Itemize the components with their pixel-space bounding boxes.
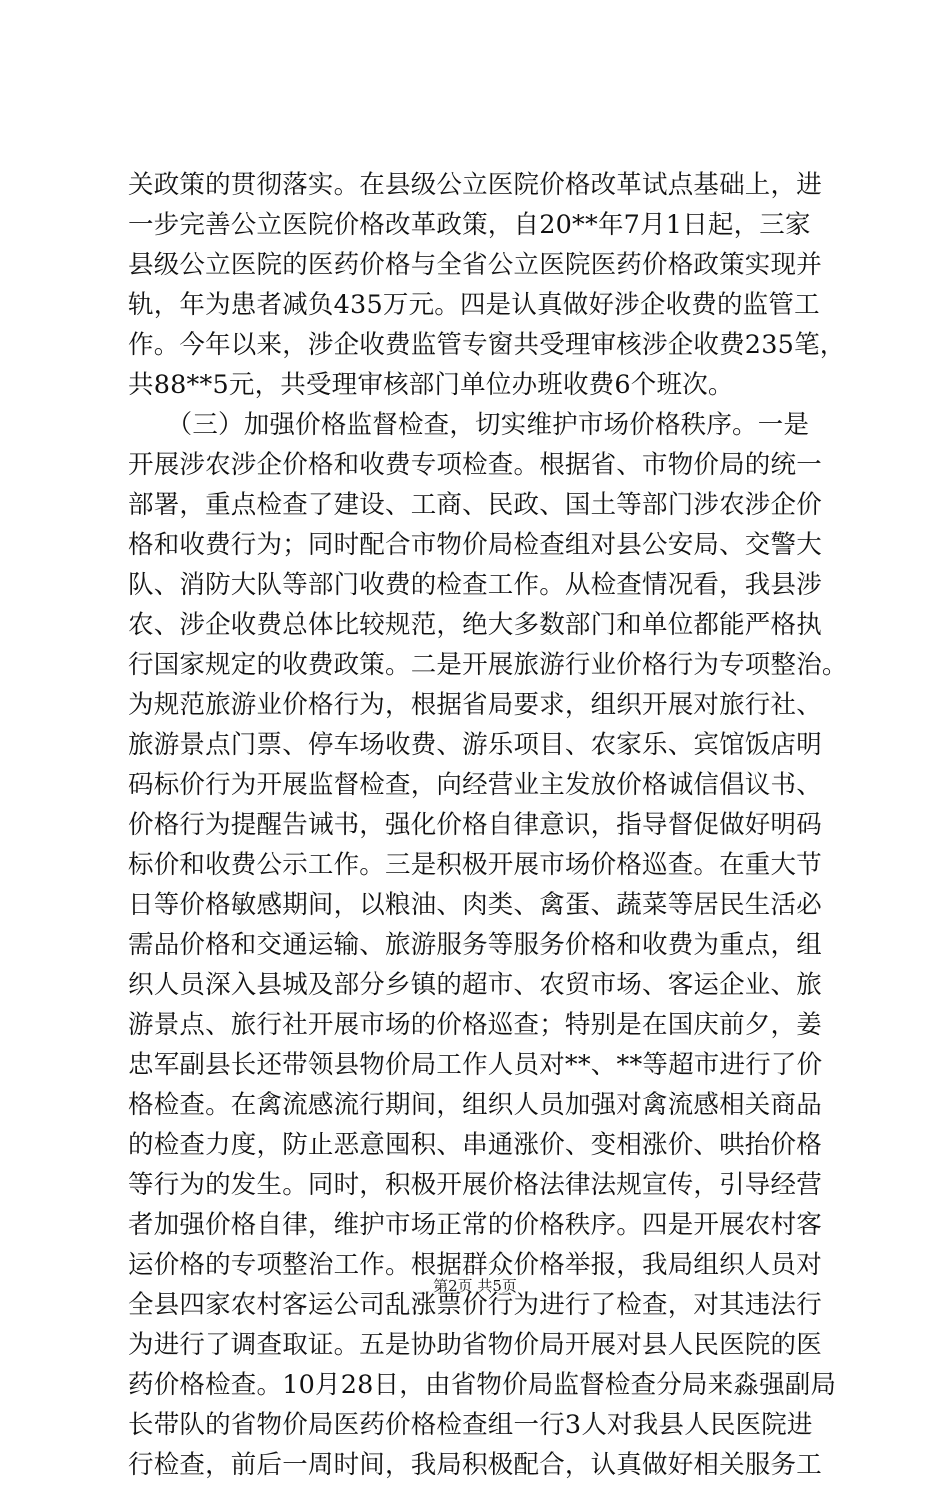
text-line-28: 运价格的专项整治工作。根据群众价格举报，我局组织人员对 (128, 1250, 822, 1280)
page-footer (0, 1276, 950, 1296)
text-line-16: 码标价行为开展监督检查，向经营业主发放价格诚信倡议书、 (128, 770, 822, 800)
text-line-24: 格检查。在禽流感流行期间，组织人员加强对禽流感相关商品 (128, 1090, 822, 1120)
text-line-9: 部署，重点检查了建设、工商、民政、国土等部门涉农涉企价 (128, 490, 822, 520)
text-line-31: 药价格检查。10月28日，由省物价局监督检查分局来淼强副局 (128, 1370, 837, 1400)
text-line-8: 开展涉农涉企价格和收费专项检查。根据省、市物价局的统一 (128, 450, 822, 480)
text-line-20: 需品价格和交通运输、旅游服务等服务价格和收费为重点，组 (128, 930, 822, 960)
text-line-25: 的检查力度，防止恶意囤积、串通涨价、变相涨价、哄抬价格 (128, 1130, 822, 1160)
text-line-13: 行国家规定的收费政策。二是开展旅游行业价格行为专项整治。 (128, 650, 848, 680)
text-line-10: 格和收费行为；同时配合市物价局检查组对县公安局、交警大 (128, 530, 822, 560)
text-line-6: 共88**5元，共受理审核部门单位办班收费6个班次。 (128, 370, 734, 400)
text-line-5: 作。今年以来，涉企收费监管专窗共受理审核涉企收费235笔， (128, 330, 846, 360)
text-line-7: （三）加强价格监督检查，切实维护市场价格秩序。一是 (128, 410, 810, 440)
text-line-14: 为规范旅游业价格行为，根据省局要求，组织开展对旅行社、 (128, 690, 822, 720)
page-number-label: 第2页 共5页 (433, 1277, 517, 1295)
text-line-32: 长带队的省物价局医药价格检查组一行3人对我县人民医院进 (128, 1410, 813, 1440)
text-line-19: 日等价格敏感期间，以粮油、肉类、禽蛋、蔬菜等居民生活必 (128, 890, 822, 920)
text-line-12: 农、涉企收费总体比较规范，绝大多数部门和单位都能严格执 (128, 610, 822, 640)
text-line-27: 者加强价格自律，维护市场正常的价格秩序。四是开展农村客 (128, 1210, 822, 1240)
text-line-22: 游景点、旅行社开展市场的价格巡查；特别是在国庆前夕，姜 (128, 1010, 822, 1040)
text-line-4: 轨，年为患者减负435万元。四是认真做好涉企收费的监管工 (128, 290, 820, 320)
text-line-18: 标价和收费公示工作。三是积极开展市场价格巡查。在重大节 (128, 850, 822, 880)
text-line-2: 一步完善公立医院价格改革政策，自20**年7月1日起，三家 (128, 210, 811, 240)
text-line-17: 价格行为提醒告诫书，强化价格自律意识，指导督促做好明码 (128, 810, 822, 840)
text-line-3: 县级公立医院的医药价格与全省公立医院医药价格政策实现并 (128, 250, 822, 280)
text-line-33: 行检查，前后一周时间，我局积极配合，认真做好相关服务工 (128, 1450, 822, 1480)
text-line-21: 织人员深入县城及部分乡镇的超市、农贸市场、客运企业、旅 (128, 970, 822, 1000)
text-line-26: 等行为的发生。同时，积极开展价格法律法规宣传，引导经营 (128, 1170, 822, 1200)
text-line-30: 为进行了调查取证。五是协助省物价局开展对县人民医院的医 (128, 1330, 822, 1360)
text-line-11: 队、消防大队等部门收费的检查工作。从检查情况看，我县涉 (128, 570, 822, 600)
text-line-23: 忠军副县长还带领县物价局工作人员对**、**等超市进行了价 (128, 1050, 823, 1080)
text-line-1: 关政策的贯彻落实。在县级公立医院价格改革试点基础上，进 (128, 170, 822, 200)
text-line-29: 全县四家农村客运公司乱涨票价行为进行了检查，对其违法行 (128, 1290, 822, 1320)
text-line-15: 旅游景点门票、停车场收费、游乐项目、农家乐、宾馆饭店明 (128, 730, 822, 760)
